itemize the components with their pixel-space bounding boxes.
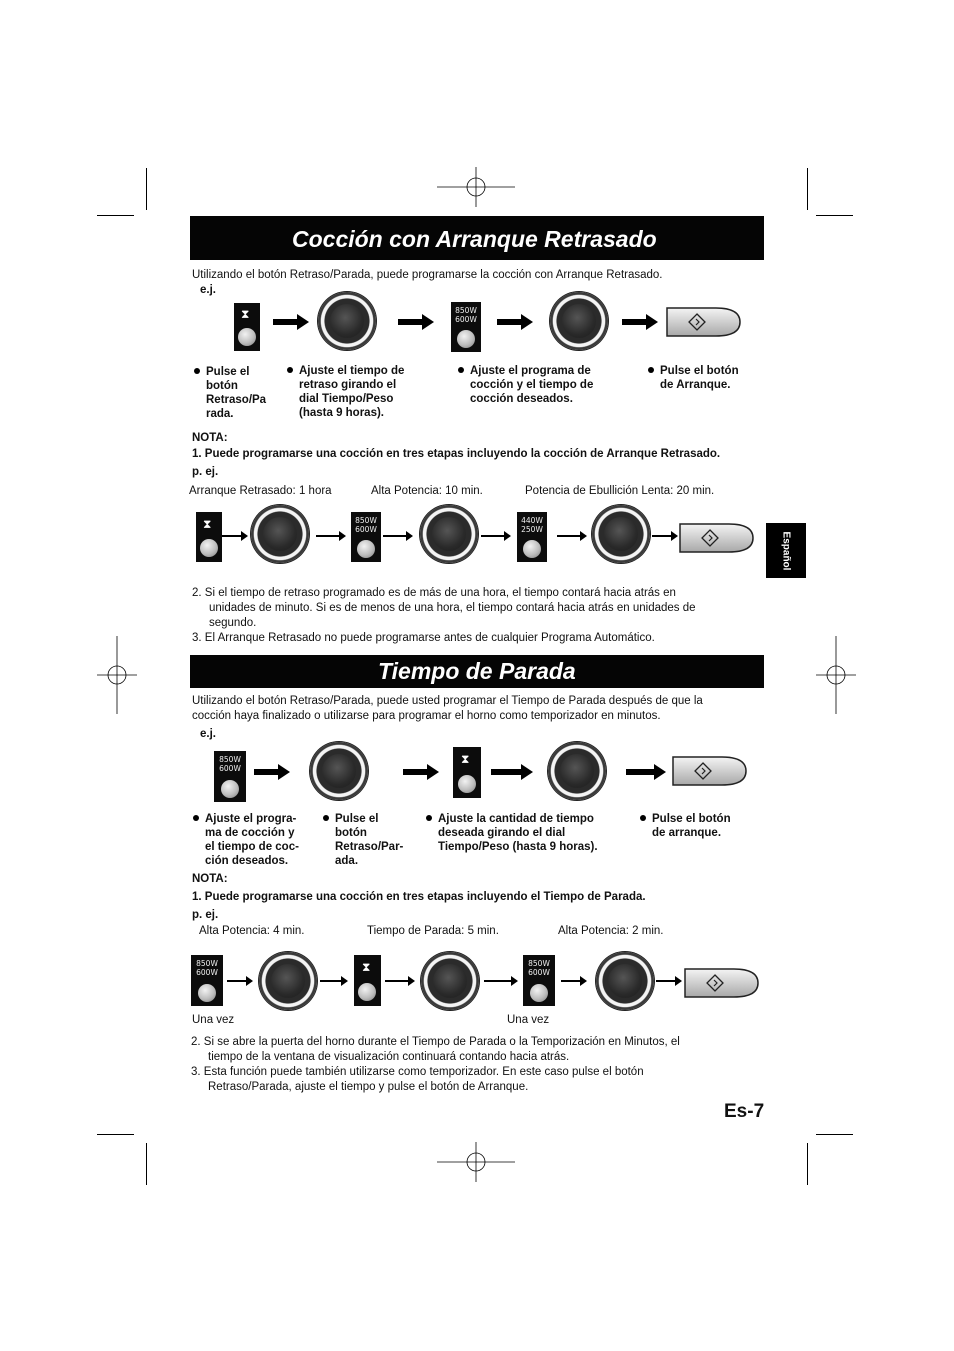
example-caption: Potencia de Ebullición Lenta: 20 min.: [525, 485, 715, 497]
step-4-text: [652, 812, 731, 840]
step-line: de arranque.: [652, 827, 722, 839]
step-line: deseada girando el dial: [438, 827, 566, 839]
nota-label: NOTA:: [192, 873, 228, 885]
intro-line: Utilizando el botón Retraso/Parada, puede usted programar el Tiempo de Parada después de que la: [192, 695, 703, 707]
step-line: cocción y el tiempo de: [470, 379, 594, 391]
power-button-panel: [451, 302, 481, 352]
intro-line: cocción haya finalizado o utilizarse para programar el horno como temporizador en minutos.: [192, 710, 661, 722]
registration-mark-icon: [437, 167, 515, 207]
power-button-panel: [214, 751, 246, 802]
example-label: e.j.: [200, 284, 216, 296]
note-line: Retraso/Parada, ajuste el tiempo y pulse el botón de Arranque.: [208, 1081, 529, 1093]
arrow-right-icon: [484, 975, 518, 987]
delay-stop-button-panel: [234, 303, 260, 351]
panel-label: 600W: [355, 525, 377, 534]
time-weight-dial: [318, 292, 376, 350]
step-line: ción deseados.: [205, 855, 289, 867]
panel-label: 850W: [455, 306, 477, 315]
arrow-right-icon: [273, 314, 309, 330]
step-line: de Arranque.: [660, 379, 731, 391]
arrow-right-icon: [656, 975, 682, 987]
delay-stop-button-panel: [196, 512, 222, 562]
step-line: Ajuste el tiempo de: [299, 365, 405, 377]
step-line: ada.: [335, 855, 359, 867]
panel-label: 600W: [219, 764, 241, 773]
step-line: el tiempo de coc-: [205, 841, 299, 853]
delay-stop-button-panel: [354, 955, 381, 1006]
power-button: [198, 984, 216, 1002]
step-line: Ajuste el programa de: [470, 365, 591, 377]
example-caption: Alta Potencia: 10 min.: [371, 485, 483, 497]
power-button-panel: [523, 955, 555, 1006]
nota-label: NOTA:: [192, 432, 228, 444]
time-weight-dial: [421, 952, 479, 1010]
delay-stop-button: [238, 328, 256, 346]
time-weight-dial: [259, 952, 317, 1010]
start-button-icon: [677, 521, 755, 555]
note-3: 3. El Arranque Retrasado no puede programarse antes de cualquier Programa Automático.: [192, 632, 655, 644]
step-line: (hasta 9 horas).: [299, 407, 384, 419]
note-line: unidades de minuto. Si es de menos de una hora, el tiempo contará hacia atrás en unidades de: [209, 602, 696, 614]
intro-text: [192, 694, 703, 724]
note-line: 2. Si se abre la puerta del horno durante el Tiempo de Parada o la Temporización en Minutos, el: [191, 1036, 680, 1048]
step-line: Retraso/Pa: [206, 394, 267, 406]
step-line: Pulse el: [335, 813, 379, 825]
arrow-right-icon: [561, 975, 587, 987]
step-line: Retraso/Par-: [335, 841, 404, 853]
note-2: [191, 1035, 680, 1065]
hourglass-icon: ⧗: [362, 960, 371, 974]
step-line: botón: [335, 827, 367, 839]
step-1-text: [205, 812, 299, 868]
step-line: Pulse el botón: [652, 813, 731, 825]
step-3-text: [438, 812, 598, 854]
panel-label: 600W: [196, 968, 218, 977]
note-line: 3. Esta función puede también utilizarse como temporizador. En este caso pulse el botón: [191, 1066, 644, 1078]
time-weight-dial: [548, 742, 606, 800]
example-caption: Alta Potencia: 4 min.: [199, 925, 305, 937]
arrow-right-icon: [622, 314, 658, 330]
step-line: cocción deseados.: [470, 393, 573, 405]
registration-mark-icon: [816, 636, 856, 714]
panel-label: 250W: [521, 525, 543, 534]
intro-text: Utilizando el botón Retraso/Parada, puede programarse la cocción con Arranque Retrasado.: [192, 269, 663, 281]
section-title-delay-start: Cocción con Arranque Retrasado: [190, 216, 764, 260]
time-weight-dial: [251, 505, 309, 563]
arrow-right-icon: [626, 764, 666, 780]
time-weight-dial: [310, 742, 368, 800]
step-line: Tiempo/Peso (hasta 9 horas).: [438, 841, 598, 853]
power-button-panel: [191, 955, 223, 1006]
note-1: 1. Puede programarse una cocción en tres etapas incluyendo la cocción de Arranque Retrasado.: [192, 448, 721, 460]
registration-mark-icon: [437, 1142, 515, 1182]
arrow-right-icon: [557, 530, 587, 542]
panel-label: 850W: [355, 516, 377, 525]
language-tab: [766, 523, 806, 578]
step-3-text: [470, 364, 593, 406]
note-line: segundo.: [209, 617, 257, 629]
step-2-text: [299, 364, 404, 420]
page-number: Es-7: [724, 1101, 765, 1122]
arrow-right-icon: [385, 975, 415, 987]
hourglass-icon: ⧗: [241, 307, 250, 321]
time-weight-dial: [596, 952, 654, 1010]
step-line: dial Tiempo/Peso: [299, 393, 394, 405]
arrow-right-icon: [398, 314, 434, 330]
panel-label: 600W: [528, 968, 550, 977]
example-caption: Alta Potencia: 2 min.: [558, 925, 664, 937]
section-title-stand-time: Tiempo de Parada: [190, 655, 764, 688]
arrow-right-icon: [491, 764, 533, 780]
arrow-right-icon: [481, 530, 511, 542]
panel-label: 850W: [196, 959, 218, 968]
pej-label: p. ej.: [192, 909, 219, 921]
power-button: [457, 330, 475, 348]
power-button-panel: [517, 512, 547, 562]
una-vez-label: Una vez: [192, 1014, 235, 1026]
step-line: botón: [206, 380, 238, 392]
delay-stop-button: [458, 775, 476, 793]
hourglass-icon: ⧗: [461, 752, 470, 766]
panel-label: 850W: [219, 755, 241, 764]
delay-stop-button: [200, 539, 218, 557]
arrow-right-icon: [320, 975, 348, 987]
time-weight-dial: [420, 505, 478, 563]
step-line: rada.: [206, 408, 234, 420]
delay-stop-button: [358, 983, 376, 1001]
panel-label: 850W: [528, 959, 550, 968]
registration-mark-icon: [97, 636, 137, 714]
time-weight-dial: [592, 505, 650, 563]
step-line: Pulse el botón: [660, 365, 739, 377]
start-button-icon: [664, 305, 742, 339]
power-button-panel: [351, 512, 381, 562]
start-button-icon: [682, 966, 760, 1000]
arrow-right-icon: [222, 530, 248, 542]
example-label: e.j.: [200, 728, 216, 740]
arrow-right-icon: [497, 314, 533, 330]
una-vez-label: Una vez: [507, 1014, 550, 1026]
start-button-icon: [670, 754, 748, 788]
arrow-right-icon: [254, 764, 290, 780]
power-button: [523, 540, 541, 558]
language-tab-label: Español: [780, 531, 792, 570]
step-line: Ajuste la cantidad de tiempo: [438, 813, 594, 825]
arrow-right-icon: [652, 530, 678, 542]
note-3: [191, 1065, 644, 1095]
delay-stop-button-panel: [453, 747, 481, 798]
arrow-right-icon: [316, 530, 346, 542]
step-4-text: [660, 364, 739, 392]
arrow-right-icon: [227, 975, 253, 987]
panel-label: 600W: [455, 315, 477, 324]
arrow-right-icon: [383, 530, 413, 542]
arrow-right-icon: [403, 764, 439, 780]
step-line: ma de cocción y: [205, 827, 295, 839]
hourglass-icon: ⧗: [203, 517, 212, 531]
panel-label: 440W: [521, 516, 543, 525]
step-2-text: [335, 812, 403, 868]
example-caption: Tiempo de Parada: 5 min.: [367, 925, 499, 937]
pej-label: p. ej.: [192, 466, 219, 478]
time-weight-dial: [550, 292, 608, 350]
note-line: tiempo de la ventana de visualización continuará contando hacia atrás.: [208, 1051, 570, 1063]
step-line: Ajuste el progra-: [205, 813, 297, 825]
power-button: [357, 540, 375, 558]
power-button: [530, 984, 548, 1002]
step-line: retraso girando el: [299, 379, 397, 391]
step-1-text: [206, 365, 266, 421]
power-button: [221, 780, 239, 798]
note-line: 2. Si el tiempo de retraso programado es de más de una hora, el tiempo contará hacia atrás en: [192, 587, 676, 599]
note-1: 1. Puede programarse una cocción en tres etapas incluyendo el Tiempo de Parada.: [192, 891, 646, 903]
step-line: Pulse el: [206, 366, 250, 378]
note-2: [192, 586, 696, 631]
example-caption: Arranque Retrasado: 1 hora: [189, 485, 332, 497]
